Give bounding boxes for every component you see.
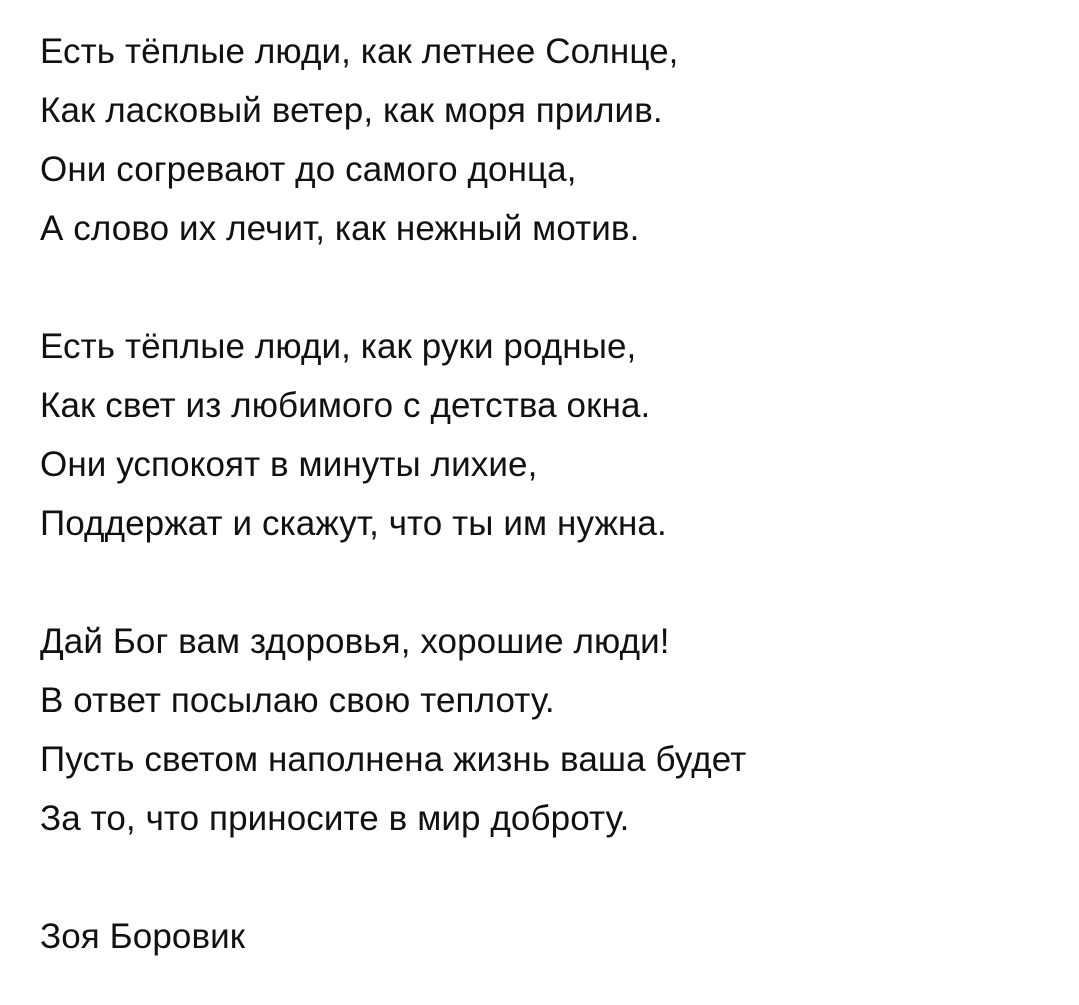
poem-body [40,22,1039,966]
poem-line: Есть тёплые люди, как летнее Солнце, [40,32,679,71]
poem-line: В ответ посылаю свою теплоту. [40,681,555,720]
poem-line: Поддержат и скажут, что ты им нужна. [40,504,667,543]
poem-line: Они успокоят в минуты лихие, [40,445,538,484]
poem-line: За то, что приносите в мир доброту. [40,799,630,838]
poem-stanza [40,22,1039,258]
poem-line: Как свет из любимого с детства окна. [40,386,651,425]
poem-author: Зоя Боровик [40,917,246,956]
poem-line: Пусть светом наполнена жизнь ваша будет [40,740,747,779]
poem-line: Дай Бог вам здоровья, хорошие люди! [40,622,670,661]
poem-line: Они согревают до самого донца, [40,150,577,189]
poem-stanza [40,317,1039,553]
poem-stanza [40,612,1039,848]
poem-line: А слово их лечит, как нежный мотив. [40,209,640,248]
poem-line: Есть тёплые люди, как руки родные, [40,327,637,366]
poem-line: Как ласковый ветер, как моря прилив. [40,91,663,130]
